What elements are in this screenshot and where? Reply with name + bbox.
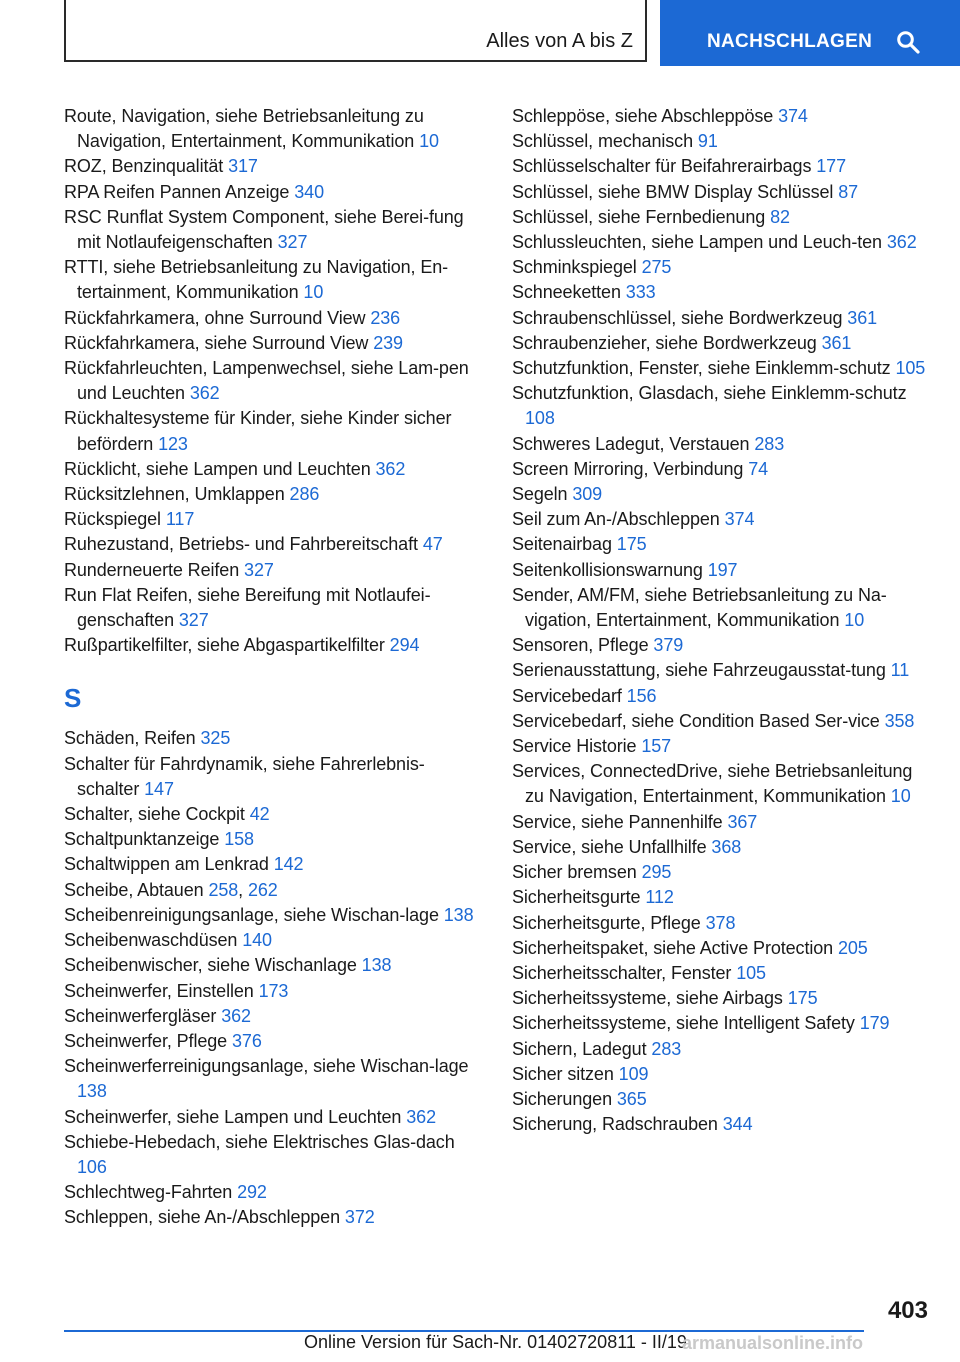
page-reference-link[interactable]: 372 <box>344 1207 375 1228</box>
page-reference-link[interactable]: 361 <box>847 307 878 328</box>
index-entry-term: Scheinwerfer, Pflege <box>64 1030 228 1051</box>
index-entry <box>512 230 932 255</box>
index-entry <box>64 1205 484 1230</box>
index-entry-term: Sensoren, Pflege <box>512 635 649 656</box>
index-entry <box>512 759 932 809</box>
page-reference-link[interactable]: 10 <box>303 282 324 303</box>
index-entry <box>512 633 932 658</box>
page-reference-link[interactable]: 367 <box>727 811 758 832</box>
page-reference-link[interactable]: 142 <box>273 854 304 875</box>
index-entry-term: Rückhaltesysteme für Kinder, siehe Kinder sicher befördern <box>64 408 452 454</box>
index-entry-term: Schäden, Reifen <box>64 728 196 749</box>
page-reference-link[interactable]: 379 <box>653 635 684 656</box>
index-entry <box>512 709 932 734</box>
index-entry-term: Sichern, Ladegut <box>512 1038 647 1059</box>
page-reference-link[interactable]: 42 <box>249 804 270 825</box>
page-reference-link[interactable]: 295 <box>641 862 672 883</box>
index-entry <box>64 1029 484 1054</box>
page-reference-link[interactable]: 138 <box>361 955 392 976</box>
index-entry-term: Sicherung, Radschrauben <box>512 1114 718 1135</box>
index-entry <box>64 331 484 356</box>
page-reference-link[interactable]: 327 <box>244 559 274 580</box>
page-reference-link[interactable]: 108 <box>525 408 555 429</box>
page-reference-link[interactable]: 106 <box>77 1156 107 1177</box>
page-reference-link[interactable]: 138 <box>77 1081 107 1102</box>
page-reference-link[interactable]: 91 <box>697 131 718 152</box>
page-reference-link[interactable]: 105 <box>736 962 766 983</box>
index-entry-term: Schminkspiegel <box>512 257 637 278</box>
index-entry-term: Sicherheitssysteme, siehe Intelligent Safety <box>512 1013 855 1034</box>
page-reference-link[interactable]: 177 <box>816 156 846 177</box>
index-entry <box>64 903 484 928</box>
index-entry-term: ROZ, Benzinqualität <box>64 156 224 177</box>
index-entry <box>512 205 932 230</box>
index-entry <box>64 507 484 532</box>
index-entry-term: Serienausstattung, siehe Fahrzeugausstat‐tung <box>512 660 886 681</box>
index-entry <box>64 255 484 305</box>
page-reference-link[interactable]: 112 <box>645 887 674 908</box>
index-entry-term: Schutzfunktion, Fenster, siehe Einklemm‐schutz <box>512 358 891 379</box>
page-reference-link[interactable]: 362 <box>375 458 406 479</box>
index-entry-term: Runderneuerte Reifen <box>64 559 240 580</box>
index-group-s <box>64 726 484 1230</box>
nachschlagen-tab[interactable] <box>660 0 960 66</box>
index-entry-term: RPA Reifen Pannen Anzeige <box>64 181 290 202</box>
index-entry-term: Rückfahrleuchten, Lampenwechsel, siehe Lam‐pen und Leuchten <box>64 358 469 404</box>
index-entry <box>64 928 484 953</box>
index-entry-term: Seitenkollisionswarnung <box>512 559 703 580</box>
index-entry-term: Run Flat Reifen, siehe Bereifung mit Notlaufei‐genschaften <box>64 584 431 631</box>
search-icon[interactable] <box>896 30 920 54</box>
index-entry-term: Sicherheitssysteme, siehe Airbags <box>512 988 783 1009</box>
index-entry-term: Sicherheitsschalter, Fenster <box>512 962 732 983</box>
index-entry-term: Schweres Ladegut, Verstauen <box>512 433 750 454</box>
page-reference-link[interactable]: 358 <box>884 710 915 731</box>
page-reference-link[interactable]: 344 <box>722 1114 753 1135</box>
page-reference-link[interactable]: 275 <box>641 257 672 278</box>
watermark: armanualsonline.info <box>682 1333 864 1353</box>
index-entry <box>512 154 932 179</box>
page-reference-link[interactable]: 109 <box>618 1063 649 1084</box>
index-entry <box>512 961 932 986</box>
index-entry-term: Schleppen, siehe An-/Abschleppen <box>64 1207 341 1228</box>
page-reference-link[interactable]: 368 <box>711 836 742 857</box>
index-entry <box>64 827 484 852</box>
index-entry-term: Service, siehe Pannenhilfe <box>512 811 723 832</box>
page-reference-link[interactable]: 374 <box>778 106 808 126</box>
index-entry-term: Schiebe-Hebedach, siehe Elektrisches Glas‐dach <box>64 1131 455 1152</box>
index-entry <box>512 255 932 280</box>
page-reference-link[interactable]: 258 <box>208 879 239 900</box>
index-entry-term: Scheibe, Abtauen <box>64 879 204 900</box>
page-reference-link[interactable]: 157 <box>641 736 672 757</box>
page-reference-link[interactable]: 158 <box>224 829 254 850</box>
page-reference-link[interactable]: 327 <box>178 610 209 631</box>
section-letter: S <box>64 683 82 714</box>
index-entry <box>512 860 932 885</box>
page-reference-link[interactable]: 239 <box>373 332 403 353</box>
page-reference-link[interactable]: 262 <box>247 879 278 900</box>
page-reference-link[interactable]: 236 <box>370 307 401 328</box>
index-entry <box>512 986 932 1011</box>
index-group-r <box>64 104 484 658</box>
index-entry <box>512 911 932 936</box>
index-entry-term: Rücksitzlehnen, Umklappen <box>64 484 285 505</box>
header-section-box <box>64 0 647 62</box>
index-entry-term: Scheinwerferreinigungsanlage, siehe Wischan‐lage <box>64 1056 469 1077</box>
index-entry-term: Schraubenschlüssel, siehe Bordwerkzeug <box>512 307 843 328</box>
index-entry <box>64 726 484 751</box>
index-entry-term: Servicebedarf, siehe Condition Based Ser‐vice <box>512 710 880 731</box>
index-column-right <box>512 104 932 1137</box>
index-entry <box>512 381 932 431</box>
index-entry <box>64 558 484 583</box>
page-reference-link[interactable]: 292 <box>237 1182 267 1203</box>
index-entry <box>64 1054 484 1104</box>
page-reference-link[interactable]: 361 <box>821 332 852 353</box>
index-entry <box>512 129 932 154</box>
page-reference-link[interactable]: 197 <box>707 559 738 580</box>
index-entry-term: Schlüssel, mechanisch <box>512 131 693 152</box>
page-reference-link[interactable]: 87 <box>838 181 859 202</box>
index-entry-term: Ruhezustand, Betriebs- und Fahrbereitschaft <box>64 534 418 555</box>
index-entry-term: Scheinwerfer, siehe Lampen und Leuchten <box>64 1106 402 1127</box>
index-entry-term: Sicherheitsgurte <box>512 887 641 908</box>
index-entry <box>512 558 932 583</box>
index-entry <box>64 154 484 179</box>
page-reference-link[interactable]: 140 <box>242 930 272 951</box>
page-reference-link[interactable]: 294 <box>389 635 420 656</box>
page-reference-link[interactable]: 365 <box>616 1088 647 1109</box>
index-entry-term: Services, ConnectedDrive, siehe Betriebsanleitung zu Navigation, Entertainment, Kommunikation <box>512 761 913 807</box>
page-reference-link[interactable]: 10 <box>844 610 865 631</box>
page-reference-link[interactable]: 362 <box>221 1005 251 1026</box>
index-entry <box>64 457 484 482</box>
page-reference-link[interactable]: 11 <box>890 660 910 681</box>
index-entry <box>512 457 932 482</box>
page-reference-link[interactable]: 317 <box>228 156 258 177</box>
index-entry-term: Schaltpunktanzeige <box>64 829 220 850</box>
page-reference-link[interactable]: 74 <box>748 458 769 479</box>
index-entry <box>64 802 484 827</box>
index-entry-term: Scheibenreinigungsanlage, siehe Wischan‐lage <box>64 904 439 925</box>
index-entry-term: RSC Runflat System Component, siehe Berei‐fung mit Notlaufeigenschaften <box>64 206 464 253</box>
page-reference-link[interactable]: 147 <box>144 778 174 799</box>
page-reference-link[interactable]: 105 <box>895 358 926 379</box>
index-entry <box>512 734 932 759</box>
index-entry <box>64 583 484 633</box>
page-reference-link[interactable]: 374 <box>724 509 755 530</box>
tab-label: NACHSCHLAGEN <box>707 31 873 52</box>
index-entry <box>512 1087 932 1112</box>
index-entry-term: Schleppöse, siehe Abschleppöse <box>512 106 774 126</box>
page-number: 403 <box>887 1297 928 1324</box>
index-entry <box>64 633 484 658</box>
index-entry-term: Rücklicht, siehe Lampen und Leuchten <box>64 458 371 479</box>
index-entry <box>512 280 932 305</box>
index-entry-term: Seitenairbag <box>512 534 612 555</box>
page-reference-link[interactable]: 10 <box>890 786 911 807</box>
index-entry-term: Sicher bremsen <box>512 862 637 883</box>
page-reference-link[interactable]: 10 <box>419 131 439 152</box>
index-entry-term: Schlüssel, siehe BMW Display Schlüssel <box>512 181 834 202</box>
index-entry <box>512 356 932 381</box>
index-entry-term: Schalter, siehe Cockpit <box>64 804 245 825</box>
index-entry-term: Schlüssel, siehe Fernbedienung <box>512 206 766 227</box>
index-entry <box>512 1112 932 1137</box>
index-entry-term: Schneeketten <box>512 282 621 303</box>
index-entry <box>64 482 484 507</box>
page-reference-link[interactable]: 47 <box>422 534 443 555</box>
index-entry <box>512 1062 932 1087</box>
page-reference-link[interactable]: 175 <box>616 534 647 555</box>
page-reference-link[interactable]: 376 <box>232 1030 262 1051</box>
page-reference-link[interactable]: 283 <box>651 1038 682 1059</box>
index-entry <box>64 1180 484 1205</box>
index-entry-term: Servicebedarf <box>512 685 622 706</box>
page-reference-link[interactable]: 173 <box>258 980 289 1001</box>
index-entry <box>64 1105 484 1130</box>
index-entry <box>512 810 932 835</box>
page-reference-link[interactable]: 179 <box>859 1013 890 1034</box>
index-column-left <box>64 104 484 1231</box>
index-entry-term: Service, siehe Unfallhilfe <box>512 836 707 857</box>
index-entry <box>512 936 932 961</box>
index-entry-term: Scheibenwaschdüsen <box>64 930 238 951</box>
index-entry-term: Service Historie <box>512 736 637 757</box>
index-entry <box>512 306 932 331</box>
index-entry <box>512 532 932 557</box>
index-entry <box>512 432 932 457</box>
index-entry <box>512 583 932 633</box>
index-group-s-continued <box>512 104 932 1137</box>
index-entry <box>64 306 484 331</box>
index-entry <box>512 835 932 860</box>
page-reference-link[interactable]: 327 <box>277 232 308 253</box>
index-entry <box>512 658 932 683</box>
index-entry-term: Sicher sitzen <box>512 1063 614 1084</box>
index-entry-term: Sicherungen <box>512 1088 612 1109</box>
page-reference-link[interactable]: 378 <box>705 912 736 933</box>
index-entry <box>512 482 932 507</box>
index-entry <box>512 684 932 709</box>
index-entry <box>512 507 932 532</box>
index-entry-term: Schlüsselschalter für Beifahrerairbags <box>512 156 812 177</box>
index-entry <box>64 752 484 802</box>
index-entry-term: Segeln <box>512 484 568 505</box>
index-entry <box>64 356 484 406</box>
index-entry-term: RTTI, siehe Betriebsanleitung zu Navigation, En‐tertainment, Kommunikation <box>64 257 449 303</box>
page-reference-link[interactable]: 138 <box>443 904 474 925</box>
index-entry-term: Seil zum An-/Abschleppen <box>512 509 720 530</box>
index-entry-term: Rußpartikelfilter, siehe Abgaspartikelfilter <box>64 635 385 656</box>
online-version-note: Online Version für Sach-Nr. 01402720811 - II/19 <box>304 1332 687 1352</box>
index-entry-term: Sender, AM/FM, siehe Betriebsanleitung zu Na‐vigation, Entertainment, Kommunikation <box>512 584 887 631</box>
index-entry-term: Schlechtweg-Fahrten <box>64 1182 233 1203</box>
index-entry-term: Scheinwerfer, Einstellen <box>64 980 254 1001</box>
index-entry <box>512 180 932 205</box>
index-entry <box>512 104 932 129</box>
index-entry <box>64 953 484 978</box>
page-reference-link[interactable]: 117 <box>165 509 195 530</box>
index-entry-term: Sicherheitspaket, siehe Active Protection <box>512 937 834 958</box>
index-entry-term: Route, Navigation, siehe Betriebsanleitung zu Navigation, Entertainment, Kommunikation <box>64 106 424 152</box>
index-entry <box>64 104 484 154</box>
index-entry <box>512 885 932 910</box>
index-entry <box>64 979 484 1004</box>
page-reference-link[interactable]: 362 <box>189 383 220 404</box>
index-entry-term: Scheibenwischer, siehe Wischanlage <box>64 955 357 976</box>
page-reference-link[interactable]: 123 <box>158 433 188 454</box>
index-entry-term: Rückfahrkamera, ohne Surround View <box>64 307 366 328</box>
index-entry <box>512 331 932 356</box>
index-entry-term: Rückspiegel <box>64 509 161 530</box>
page-reference-link[interactable]: 362 <box>406 1106 436 1127</box>
index-entry-term: Sicherheitsgurte, Pflege <box>512 912 701 933</box>
index-entry <box>64 205 484 255</box>
index-entry <box>512 1011 932 1036</box>
index-entry <box>64 852 484 877</box>
page-reference-link[interactable]: 156 <box>626 685 657 706</box>
index-entry <box>64 1130 484 1180</box>
page-reference-link[interactable]: 286 <box>289 484 320 505</box>
index-entry-term: Rückfahrkamera, siehe Surround View <box>64 332 369 353</box>
page-reference-link[interactable]: 283 <box>754 433 785 454</box>
index-entry <box>512 1037 932 1062</box>
page-reference-link[interactable]: 333 <box>625 282 656 303</box>
index-entry <box>64 406 484 456</box>
page-reference-link[interactable]: 205 <box>837 937 868 958</box>
page-reference-link[interactable]: 82 <box>770 206 790 227</box>
index-entry <box>64 1004 484 1029</box>
index-entry: Scheibe, Abtauen 258, 262 <box>64 879 278 900</box>
page-reference-link[interactable]: 175 <box>787 988 818 1009</box>
page-reference-link[interactable]: 309 <box>572 484 603 505</box>
index-entry-term: Schutzfunktion, Glasdach, siehe Einklemm‐schutz <box>512 383 907 404</box>
index-entry-term: Schaltwippen am Lenkrad <box>64 854 269 875</box>
index-entry-term: Screen Mirroring, Verbindung <box>512 458 744 479</box>
section-title: Alles von A bis Z <box>486 30 633 52</box>
index-entry-term: Schraubenzieher, siehe Bordwerkzeug <box>512 332 817 353</box>
index-entry <box>64 180 484 205</box>
page-reference-link[interactable]: 362 <box>886 232 917 253</box>
index-entry-term: Scheinwerfergläser <box>64 1005 217 1026</box>
index-entry-term: Schalter für Fahrdynamik, siehe Fahrerlebnis‐schalter <box>64 753 425 799</box>
index-entry <box>64 532 484 557</box>
index-entry-term: Schlussleuchten, siehe Lampen und Leuch‐ten <box>512 232 882 253</box>
page-reference-link[interactable]: 325 <box>200 728 231 749</box>
page-reference-link[interactable]: 340 <box>294 181 324 202</box>
